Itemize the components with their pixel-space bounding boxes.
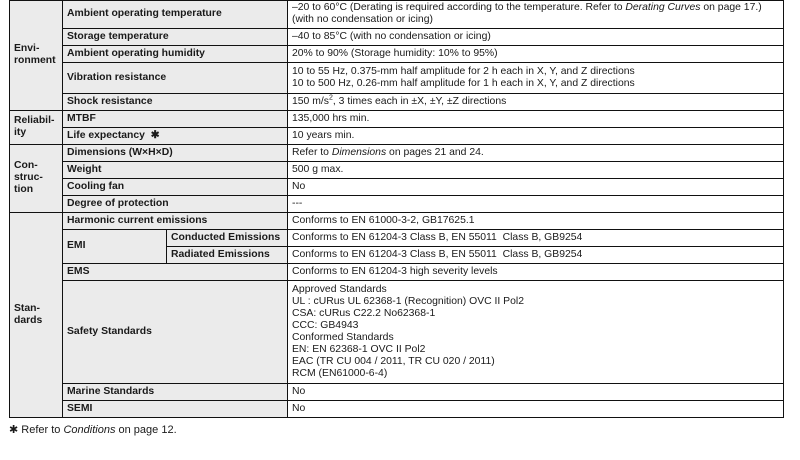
table-row (10, 28, 784, 45)
item-life-expectancy (63, 127, 288, 144)
table-row (10, 178, 784, 195)
table-row (10, 62, 784, 93)
item-mtbf: MTBF (63, 110, 288, 127)
safety-line: EN: EN 62368-1 OVC II Pol2 (292, 343, 426, 355)
table-row (10, 383, 784, 400)
item-degree-of-protection: Degree of protection (63, 195, 288, 212)
item-ems: EMS (63, 263, 288, 280)
table-row (10, 263, 784, 280)
table-row (10, 93, 784, 110)
value-text: on page 17.) (700, 2, 762, 13)
table-row (10, 0, 784, 28)
item-emi: EMI (63, 229, 167, 263)
item-cooling-fan: Cooling fan (63, 178, 288, 195)
specifications-table (9, 0, 784, 418)
footnote-text: on page 12. (115, 424, 177, 436)
value-conducted-emissions: Conforms to EN 61204-3 Class B, EN 55011 Class B, GB9254 (288, 229, 784, 246)
value-weight: 500 g max. (288, 161, 784, 178)
value-text: 150 m/s (292, 95, 329, 107)
derating-curves-reference: Derating Curves (625, 2, 701, 13)
item-conducted-emissions: Conducted Emissions (167, 229, 288, 246)
conditions-reference: Conditions (63, 424, 116, 436)
safety-line: CCC: GB4943 (292, 319, 359, 331)
value-radiated-emissions: Conforms to EN 61204-3 Class B, EN 55011 Class B, GB9254 (288, 246, 784, 263)
value-safety-standards (288, 280, 784, 383)
table-row (10, 195, 784, 212)
value-life-expectancy: 10 years min. (288, 127, 784, 144)
item-harmonic-current-emissions: Harmonic current emissions (63, 212, 288, 229)
value-marine-standards: No (288, 383, 784, 400)
safety-line: UL : cURus UL 62368-1 (Recognition) OVC II Pol2 (292, 295, 524, 307)
asterisk-note-icon: ✱ (150, 129, 160, 141)
table-row (10, 45, 784, 62)
category-construction: Con- struc- tion (10, 144, 63, 212)
item-safety-standards: Safety Standards (63, 280, 288, 383)
value-dimensions (288, 144, 784, 161)
safety-line: Conformed Standards (292, 331, 394, 343)
asterisk-note-icon: ✱ (9, 424, 19, 436)
value-text: –20 to 60°C (Derating is required according to the temperature. Refer to (292, 2, 626, 13)
table-row (10, 212, 784, 229)
value-text: 10 to 55 Hz, 0.375-mm half amplitude for 2 h each in X, Y, and Z directions (292, 65, 635, 77)
item-ambient-operating-temperature: Ambient operating temperature (63, 0, 288, 28)
safety-line: Approved Standards (292, 283, 387, 295)
table-row (10, 161, 784, 178)
value-mtbf: 135,000 hrs min. (288, 110, 784, 127)
dimensions-reference: Dimensions (331, 146, 387, 158)
value-text: 10 to 500 Hz, 0.26-mm half amplitude for 1 h each in X, Y, and Z directions (292, 77, 635, 89)
table-row (10, 229, 784, 246)
value-text: on pages 21 and 24. (386, 146, 484, 158)
item-semi: SEMI (63, 400, 288, 417)
item-shock-resistance: Shock resistance (63, 93, 288, 110)
category-reliability: Reliabil- ity (10, 110, 63, 144)
value-ems: Conforms to EN 61204-3 high severity levels (288, 263, 784, 280)
category-standards: Stan- dards (10, 212, 63, 417)
superscript: 2 (328, 94, 333, 102)
label-text: Life expectancy (67, 129, 145, 141)
value-ambient-operating-humidity: 20% to 90% (Storage humidity: 10% to 95%) (288, 45, 784, 62)
item-vibration-resistance: Vibration resistance (63, 62, 288, 93)
item-marine-standards: Marine Standards (63, 383, 288, 400)
table-row (10, 110, 784, 127)
footnote (9, 423, 177, 436)
item-weight: Weight (63, 161, 288, 178)
table-row (10, 144, 784, 161)
item-storage-temperature: Storage temperature (63, 28, 288, 45)
value-text: Refer to (292, 146, 332, 158)
value-text: , 3 times each in ±X, ±Y, ±Z directions (332, 95, 507, 107)
value-cooling-fan: No (288, 178, 784, 195)
safety-line: EAC (TR CU 004 / 2011, TR CU 020 / 2011) (292, 355, 495, 367)
table-row (10, 280, 784, 383)
value-storage-temperature: –40 to 85°C (with no condensation or icing) (288, 28, 784, 45)
safety-line: RCM (EN61000-6-4) (292, 367, 388, 379)
table-row (10, 400, 784, 417)
item-dimensions: Dimensions (W×H×D) (63, 144, 288, 161)
value-vibration-resistance (288, 62, 784, 93)
category-environment: Envi- ronment (10, 0, 63, 110)
value-semi: No (288, 400, 784, 417)
value-ambient-operating-temperature (288, 0, 784, 28)
footnote-text: Refer to (18, 424, 64, 436)
value-harmonic-current-emissions: Conforms to EN 61000-3-2, GB17625.1 (288, 212, 784, 229)
value-degree-of-protection: --- (288, 195, 784, 212)
safety-line: CSA: cURus C22.2 No62368-1 (292, 307, 436, 319)
table-row (10, 127, 784, 144)
item-ambient-operating-humidity: Ambient operating humidity (63, 45, 288, 62)
value-shock-resistance (288, 93, 784, 110)
value-text: (with no condensation or icing) (292, 14, 433, 25)
item-radiated-emissions: Radiated Emissions (167, 246, 288, 263)
